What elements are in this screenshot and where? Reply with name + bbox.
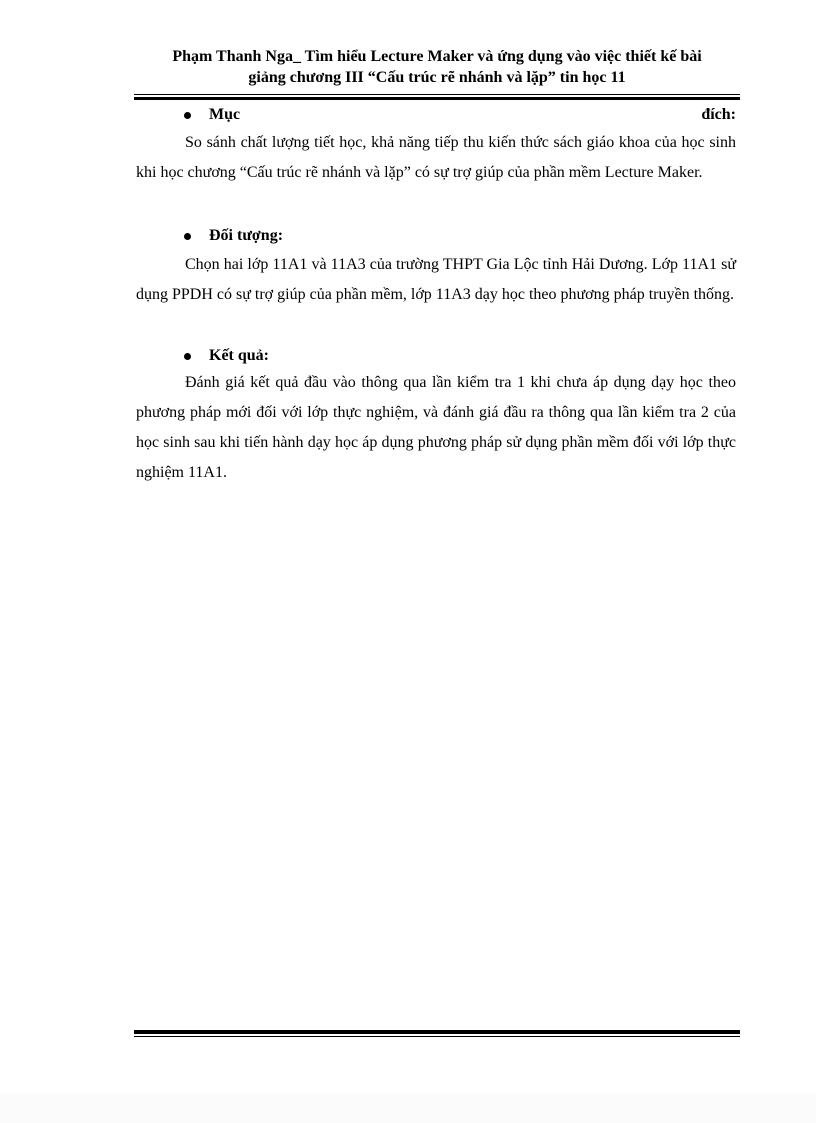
bullet-dot-icon (184, 353, 191, 360)
bullet-dot-icon (184, 233, 191, 240)
bullet-dot-icon (184, 112, 191, 119)
bullet-label-continued: đích: (701, 106, 736, 123)
paragraph-doi-tuong (136, 250, 736, 310)
paragraph-text: Chọn hai lớp 11A1 và 11A3 của trường THPT Gia Lộc tỉnh Hải Dương. Lớp 11A1 sử dụng PPDH có sự trợ giúp của phần mềm, lớp 11A3 dạy học theo phương pháp truyền thống. (136, 256, 736, 303)
bullet-label: Kết quả: (209, 347, 269, 364)
bullet-doi-tuong (136, 225, 736, 249)
footer-rule-thin (134, 1036, 740, 1037)
header-line-1: Phạm Thanh Nga_ Tìm hiểu Lecture Maker và ứng dụng vào việc thiết kế bài (172, 48, 702, 65)
header-line-2: giảng chương III “Cấu trúc rẽ nhánh và lặp” tin học 11 (248, 69, 626, 86)
paragraph-muc-dich (136, 128, 736, 188)
paragraph-text: Đánh giá kết quả đầu vào thông qua lần kiểm tra 1 khi chưa áp dụng dạy học theo phương pháp mới đối với lớp thực nghiệm, và đánh giá đầu ra thông qua lần kiểm tra 2 của học sinh sau khi tiến hành dạy học áp dụng phương pháp sử dụng phần mềm đối với lớp thực nghiệm 11A1. (136, 374, 736, 481)
header-rule-thick (134, 97, 740, 100)
page-header (134, 46, 740, 88)
page-bottom-margin (0, 1093, 816, 1123)
header-rule-thin (134, 94, 740, 95)
bullet-ket-qua (136, 345, 736, 369)
paragraph-text: So sánh chất lượng tiết học, khả năng tiếp thu kiến thức sách giáo khoa của học sinh khi học chương “Cấu trúc rẽ nhánh và lặp” có sự trợ giúp của phần mềm Lecture Maker. (136, 134, 736, 181)
bullet-muc-dich (136, 104, 736, 128)
paragraph-ket-qua (136, 368, 736, 488)
bullet-label: Mục (209, 106, 241, 123)
footer-rule-thick (134, 1030, 740, 1034)
bullet-label: Đối tượng: (209, 227, 284, 244)
